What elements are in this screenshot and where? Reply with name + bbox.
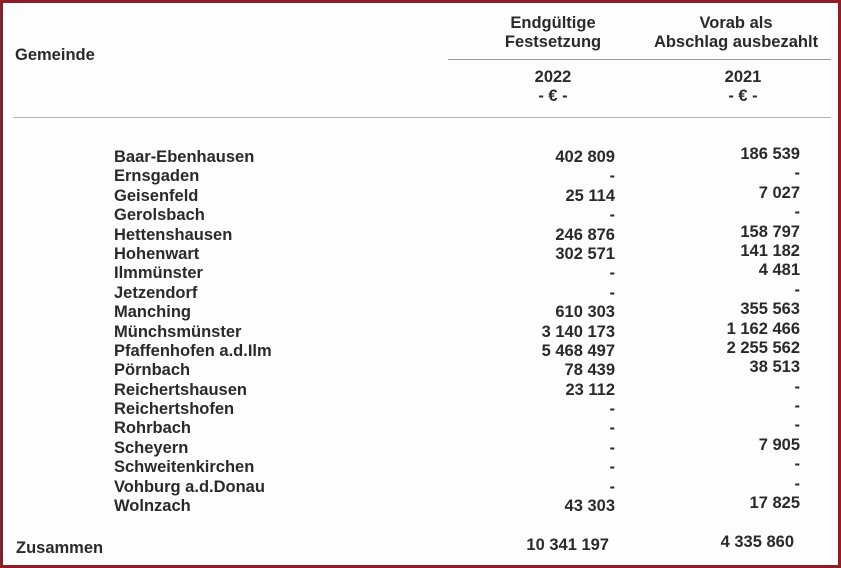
row-value-2021: 186 539 [740, 145, 800, 163]
row-value-2022: - [609, 264, 615, 283]
table-body [3, 145, 841, 516]
row-value-2022: 25 114 [565, 186, 615, 205]
row-value-2022: 302 571 [555, 244, 615, 263]
row-value-2021: 1 162 466 [726, 319, 800, 338]
unit-label-2022: - € - [538, 87, 568, 105]
table-row [3, 435, 841, 458]
row-value-2021: - [794, 164, 800, 183]
row-name: Baar-Ebenhausen [114, 148, 255, 166]
table-row [3, 222, 841, 245]
column-header-gemeinde: Gemeinde [15, 46, 95, 64]
column-header-abschlag-line2: Abschlag ausbezahlt [653, 33, 819, 51]
row-value-2021: - [794, 416, 800, 435]
row-name: Reichertshausen [114, 380, 247, 399]
table-row [3, 241, 841, 264]
column-year-2022 [473, 68, 633, 106]
row-name: Vohburg a.d.Donau [114, 477, 265, 496]
year-label-2022: 2022 [534, 68, 572, 86]
row-value-2021: 7 027 [758, 183, 800, 202]
row-value-2022: 3 140 173 [541, 322, 615, 341]
table-row [3, 474, 841, 497]
table-row [3, 377, 841, 400]
year-label-2021: 2021 [724, 68, 762, 86]
column-header-abschlag-line1: Vorab als [699, 14, 773, 32]
row-name: Gerolsbach [114, 206, 205, 225]
row-value-2022: - [609, 458, 615, 477]
table-row [3, 300, 841, 322]
column-header-abschlag [631, 14, 841, 52]
row-value-2022: - [609, 438, 615, 457]
row-value-2022: - [609, 206, 615, 225]
row-value-2021: 17 825 [749, 494, 800, 513]
row-name: Schweitenkirchen [114, 458, 255, 477]
row-value-2021: - [794, 455, 800, 474]
row-value-2022: - [609, 419, 615, 438]
row-value-2021: 158 797 [740, 222, 800, 241]
row-name: Pörnbach [114, 361, 191, 380]
row-value-2021: 7 905 [758, 435, 800, 454]
row-value-2022: 402 809 [555, 148, 615, 166]
row-value-2022: 43 303 [564, 497, 615, 516]
row-value-2021: - [794, 397, 800, 416]
row-value-2021: - [794, 377, 800, 396]
table-row [3, 455, 841, 477]
table-row [3, 280, 841, 303]
row-value-2021: 2 255 562 [726, 338, 800, 357]
table-row [3, 358, 841, 380]
table-row [3, 416, 841, 438]
row-value-2021: - [794, 280, 800, 299]
column-header-festsetzung-line1: Endgültige [510, 14, 596, 32]
row-name: Scheyern [114, 438, 189, 457]
row-name: Wolnzach [114, 497, 191, 516]
table-row [3, 397, 841, 419]
row-value-2022: 23 112 [565, 380, 615, 399]
table-row [3, 164, 841, 186]
column-year-2021 [643, 68, 841, 106]
row-value-2022: - [609, 400, 615, 419]
row-name: Geisenfeld [114, 186, 199, 205]
row-name: Pfaffenhofen a.d.Ilm [114, 341, 272, 360]
row-value-2022: - [609, 477, 615, 496]
row-name: Reichertshofen [114, 400, 235, 419]
row-name: Hohenwart [114, 244, 200, 263]
row-value-2021: 38 513 [749, 358, 800, 377]
row-name: Manching [114, 303, 191, 322]
row-value-2022: 5 468 497 [541, 341, 615, 360]
table-row [3, 203, 841, 225]
row-name: Hettenshausen [114, 225, 233, 244]
row-value-2022: 610 303 [555, 303, 615, 322]
table-row [3, 494, 841, 516]
row-value-2022: - [609, 167, 615, 186]
total-value-2022: 10 341 197 [526, 536, 609, 554]
table-row [3, 261, 841, 283]
table-row [3, 145, 841, 167]
table-row [3, 319, 841, 342]
row-name: Jetzendorf [114, 283, 198, 302]
total-label: Zusammen [16, 539, 104, 557]
table-divider [13, 117, 831, 118]
row-name: Rohrbach [114, 419, 192, 438]
unit-label-2021: - € - [728, 87, 758, 105]
column-header-festsetzung [473, 14, 633, 52]
row-name: Münchsmünster [114, 322, 242, 341]
row-value-2022: 246 876 [555, 225, 615, 244]
row-value-2021: - [794, 203, 800, 222]
header-divider [448, 59, 831, 60]
table-row [3, 338, 841, 361]
row-value-2021: - [794, 474, 800, 493]
row-value-2021: 4 481 [758, 261, 800, 280]
table-row [3, 183, 841, 206]
row-value-2021: 141 182 [740, 241, 800, 260]
row-value-2021: 355 563 [740, 300, 800, 319]
row-value-2022: - [609, 283, 615, 302]
total-value-2021: 4 335 860 [720, 533, 794, 551]
row-name: Ilmmünster [114, 264, 203, 283]
column-header-festsetzung-line2: Festsetzung [504, 33, 602, 51]
row-name: Ernsgaden [114, 167, 200, 186]
row-value-2022: 78 439 [564, 361, 615, 380]
